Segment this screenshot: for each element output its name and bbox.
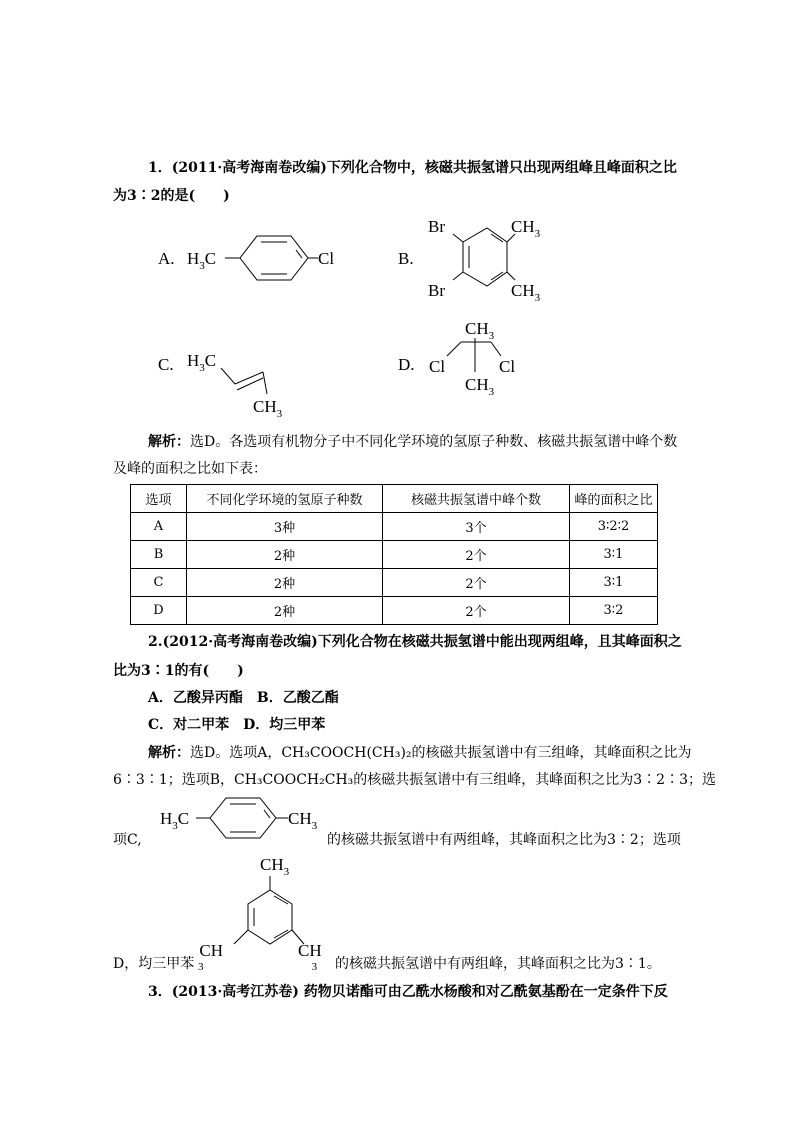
table-cell: 3∶2∶2: [570, 513, 658, 541]
table-header-cell: 不同化学环境的氢原子种数: [187, 485, 383, 513]
q2-options-line1: A．乙酸异丙酯 B．乙酸乙酯: [148, 690, 339, 706]
table-cell: 2种: [187, 597, 383, 625]
q2-stem-line2: 比为3∶1的有( ): [113, 663, 244, 679]
q1-analysis-table: [130, 484, 658, 625]
q1-option-a-label: A.: [158, 249, 175, 268]
q1-option-b-label: B.: [398, 249, 414, 268]
q1-option-b-structure: [425, 214, 555, 306]
q2-stem-line1: 2.(2012·高考海南卷改编)下列化合物在核磁共振氢谱中能出现两组峰，且其峰面积之: [148, 634, 682, 650]
q2-analysis-line4-pre: D，均三甲苯: [113, 956, 195, 972]
q1-option-a-structure: [185, 228, 345, 290]
table-cell: 2种: [187, 541, 383, 569]
table-header-row: [131, 485, 658, 513]
q2-analysis-line2: 6∶3∶1；选项B，CH₃COOCH₂CH₃的核磁共振氢谱中有三组峰，其峰面积之比为3∶2∶3；选: [113, 772, 716, 788]
table-cell: A: [131, 513, 187, 541]
svg-text:Cl: Cl: [429, 357, 446, 376]
table-cell: 3∶1: [570, 569, 658, 597]
table-header-cell: 峰的面积之比: [570, 485, 658, 513]
table-cell: 2种: [187, 569, 383, 597]
svg-text:H3C: $H_3C$: [160, 809, 190, 832]
svg-text:CH3: $CH_3$: [253, 397, 283, 420]
q2-analysis-line3-pre: 项C,: [113, 832, 142, 848]
q1-stem-line1: 1．(2011·高考海南卷改编)下列化合物中，核磁共振氢谱只出现两组峰且峰面积之比: [148, 160, 677, 176]
svg-text:H3C: $H_3C$: [187, 351, 217, 374]
svg-text:Br: Br: [428, 217, 445, 236]
table-cell: D: [131, 597, 187, 625]
table-cell: 3个: [383, 513, 570, 541]
svg-text:Cl: Cl: [499, 357, 516, 376]
q1-analysis-line2: 及峰的面积之比如下表：: [113, 461, 267, 477]
q2-mesitylene-structure: [198, 852, 338, 974]
table-header-cell: 核磁共振氢谱中峰个数: [383, 485, 570, 513]
table-header-cell: 选项: [131, 485, 187, 513]
q2-analysis-line4-post: 的核磁共振氢谱中有两组峰，其峰面积之比为3∶1。: [335, 956, 661, 972]
q1-option-d-structure: [425, 316, 555, 400]
table-cell: C: [131, 569, 187, 597]
q1-option-c-structure: [185, 344, 305, 420]
q2-options-line2: C．对二甲苯 D．均三甲苯: [148, 717, 326, 733]
svg-text:CH3: $CH_3$: [511, 217, 541, 240]
svg-text:Cl: Cl: [318, 249, 335, 268]
svg-text:Br: Br: [428, 281, 445, 300]
q1-stem-line2: 为3∶2的是( ): [113, 188, 230, 204]
svg-text:CH3: $CH_3$: [465, 319, 495, 342]
table-cell: 3种: [187, 513, 383, 541]
table-row: [131, 597, 658, 625]
table-row: [131, 569, 658, 597]
table-cell: 3∶1: [570, 541, 658, 569]
q2-para-xylene-structure: [160, 796, 325, 856]
q2-analysis-line3-post: 的核磁共振氢谱中有两组峰，其峰面积之比为3∶2；选项: [327, 832, 681, 848]
svg-text:CH3: $CH_3$: [465, 375, 495, 398]
table-cell: 2个: [383, 597, 570, 625]
table-cell: 2个: [383, 541, 570, 569]
q2-analysis-line1: 解析：选D。选项A，CH₃COOCH(CH₃)₂的核磁共振氢谱中有三组峰，其峰面积之比为: [148, 745, 692, 761]
table-row: [131, 541, 658, 569]
table-cell: 2个: [383, 569, 570, 597]
svg-text:CH3: $CH_3$: [288, 809, 318, 832]
svg-text:CH3: CH 3: [198, 941, 223, 973]
q1-option-d-label: D.: [398, 355, 415, 374]
svg-text:H3C: $H_3C$: [187, 249, 217, 272]
svg-text:CH3: $CH_3$: [511, 281, 541, 304]
table-cell: B: [131, 541, 187, 569]
svg-text:CH3: $CH_3$: [260, 855, 290, 878]
q1-analysis-line1: 解析：选D。各选项有机物分子中不同化学环境的氢原子种数、核磁共振氢谱中峰个数: [148, 434, 678, 450]
table-cell: 3∶2: [570, 597, 658, 625]
table-row: [131, 513, 658, 541]
q3-stem-line1: 3．(2013·高考江苏卷) 药物贝诺酯可由乙酰水杨酸和对乙酰氨基酚在一定条件下反: [148, 984, 668, 1000]
svg-text:CH3: CH 3: [298, 941, 322, 973]
q1-option-c-label: C.: [158, 355, 174, 374]
